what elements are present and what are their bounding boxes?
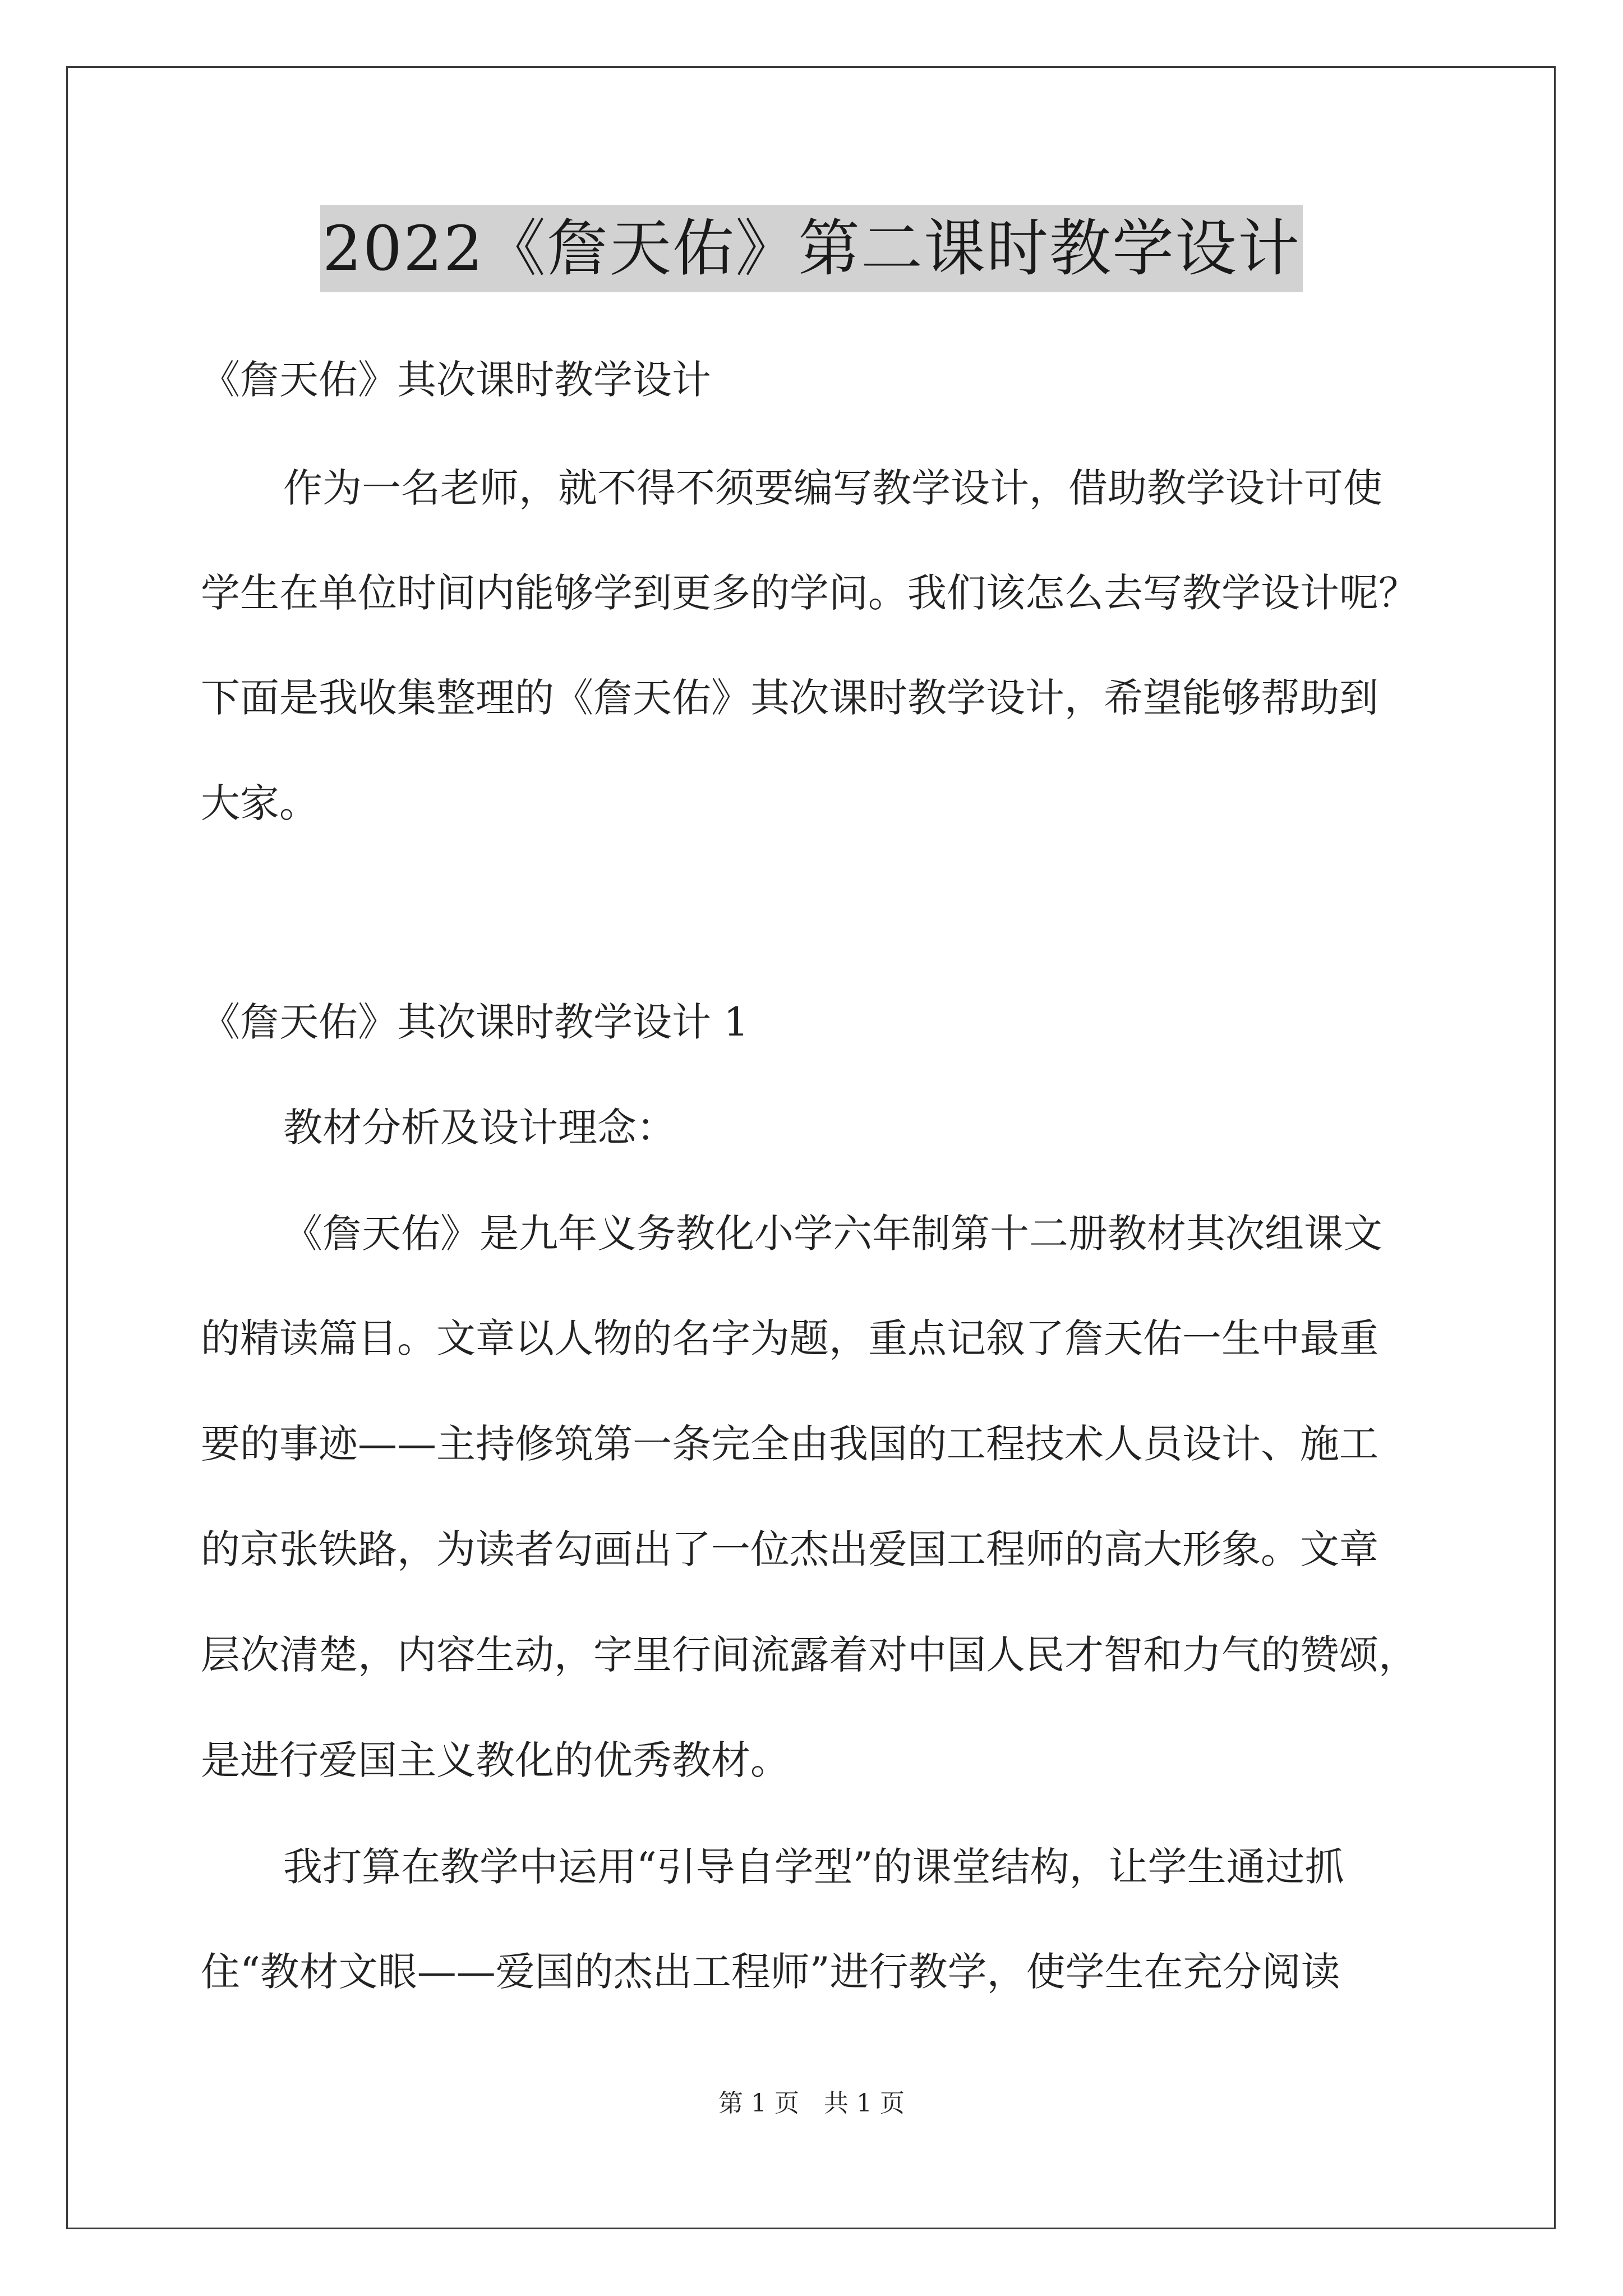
paragraph-line: 学生在单位时间内能够学到更多的学问。我们该怎么去写教学设计呢？ bbox=[201, 570, 1418, 616]
paragraph-line: 下面是我收集整理的《詹天佑》其次课时教学设计，希望能够帮助到 bbox=[201, 675, 1378, 721]
paragraph-line: 的精读篇目。文章以人物的名字为题，重点记叙了詹天佑一生中最重 bbox=[201, 1315, 1378, 1361]
section-heading: 《詹天佑》其次课时教学设计 1 bbox=[201, 999, 749, 1045]
paragraph-line: 教材分析及设计理念： bbox=[283, 1105, 676, 1151]
paragraph-line: 大家。 bbox=[201, 780, 319, 826]
paragraph-line: 住“教材文眼——爱国的杰出工程师”进行教学，使学生在充分阅读 bbox=[201, 1949, 1340, 1995]
document-title: 2022《詹天佑》第二课时教学设计 bbox=[320, 205, 1303, 292]
page-footer: 第 1 页 共 1 页 bbox=[718, 2089, 905, 2118]
paragraph-line: 的京张铁路，为读者勾画出了一位杰出爱国工程师的高大形象。文章 bbox=[201, 1526, 1378, 1572]
paragraph-line: 层次清楚，内容生动，字里行间流露着对中国人民才智和力气的赞颂， bbox=[201, 1632, 1418, 1678]
paragraph-line: 要的事迹——主持修筑第一条完全由我国的工程技术人员设计、施工 bbox=[201, 1421, 1378, 1467]
paragraph-line: 作为一名老师，就不得不须要编写教学设计，借助教学设计可使 bbox=[283, 465, 1382, 511]
subtitle-line: 《詹天佑》其次课时教学设计 bbox=[201, 357, 711, 403]
paragraph-line: 是进行爱国主义教化的优秀教材。 bbox=[201, 1737, 790, 1783]
title-container bbox=[0, 205, 1623, 292]
paragraph-line: 我打算在教学中运用“引导自学型”的课堂结构，让学生通过抓 bbox=[283, 1844, 1344, 1890]
paragraph-line: 《詹天佑》是九年义务教化小学六年制第十二册教材其次组课文 bbox=[283, 1211, 1382, 1257]
